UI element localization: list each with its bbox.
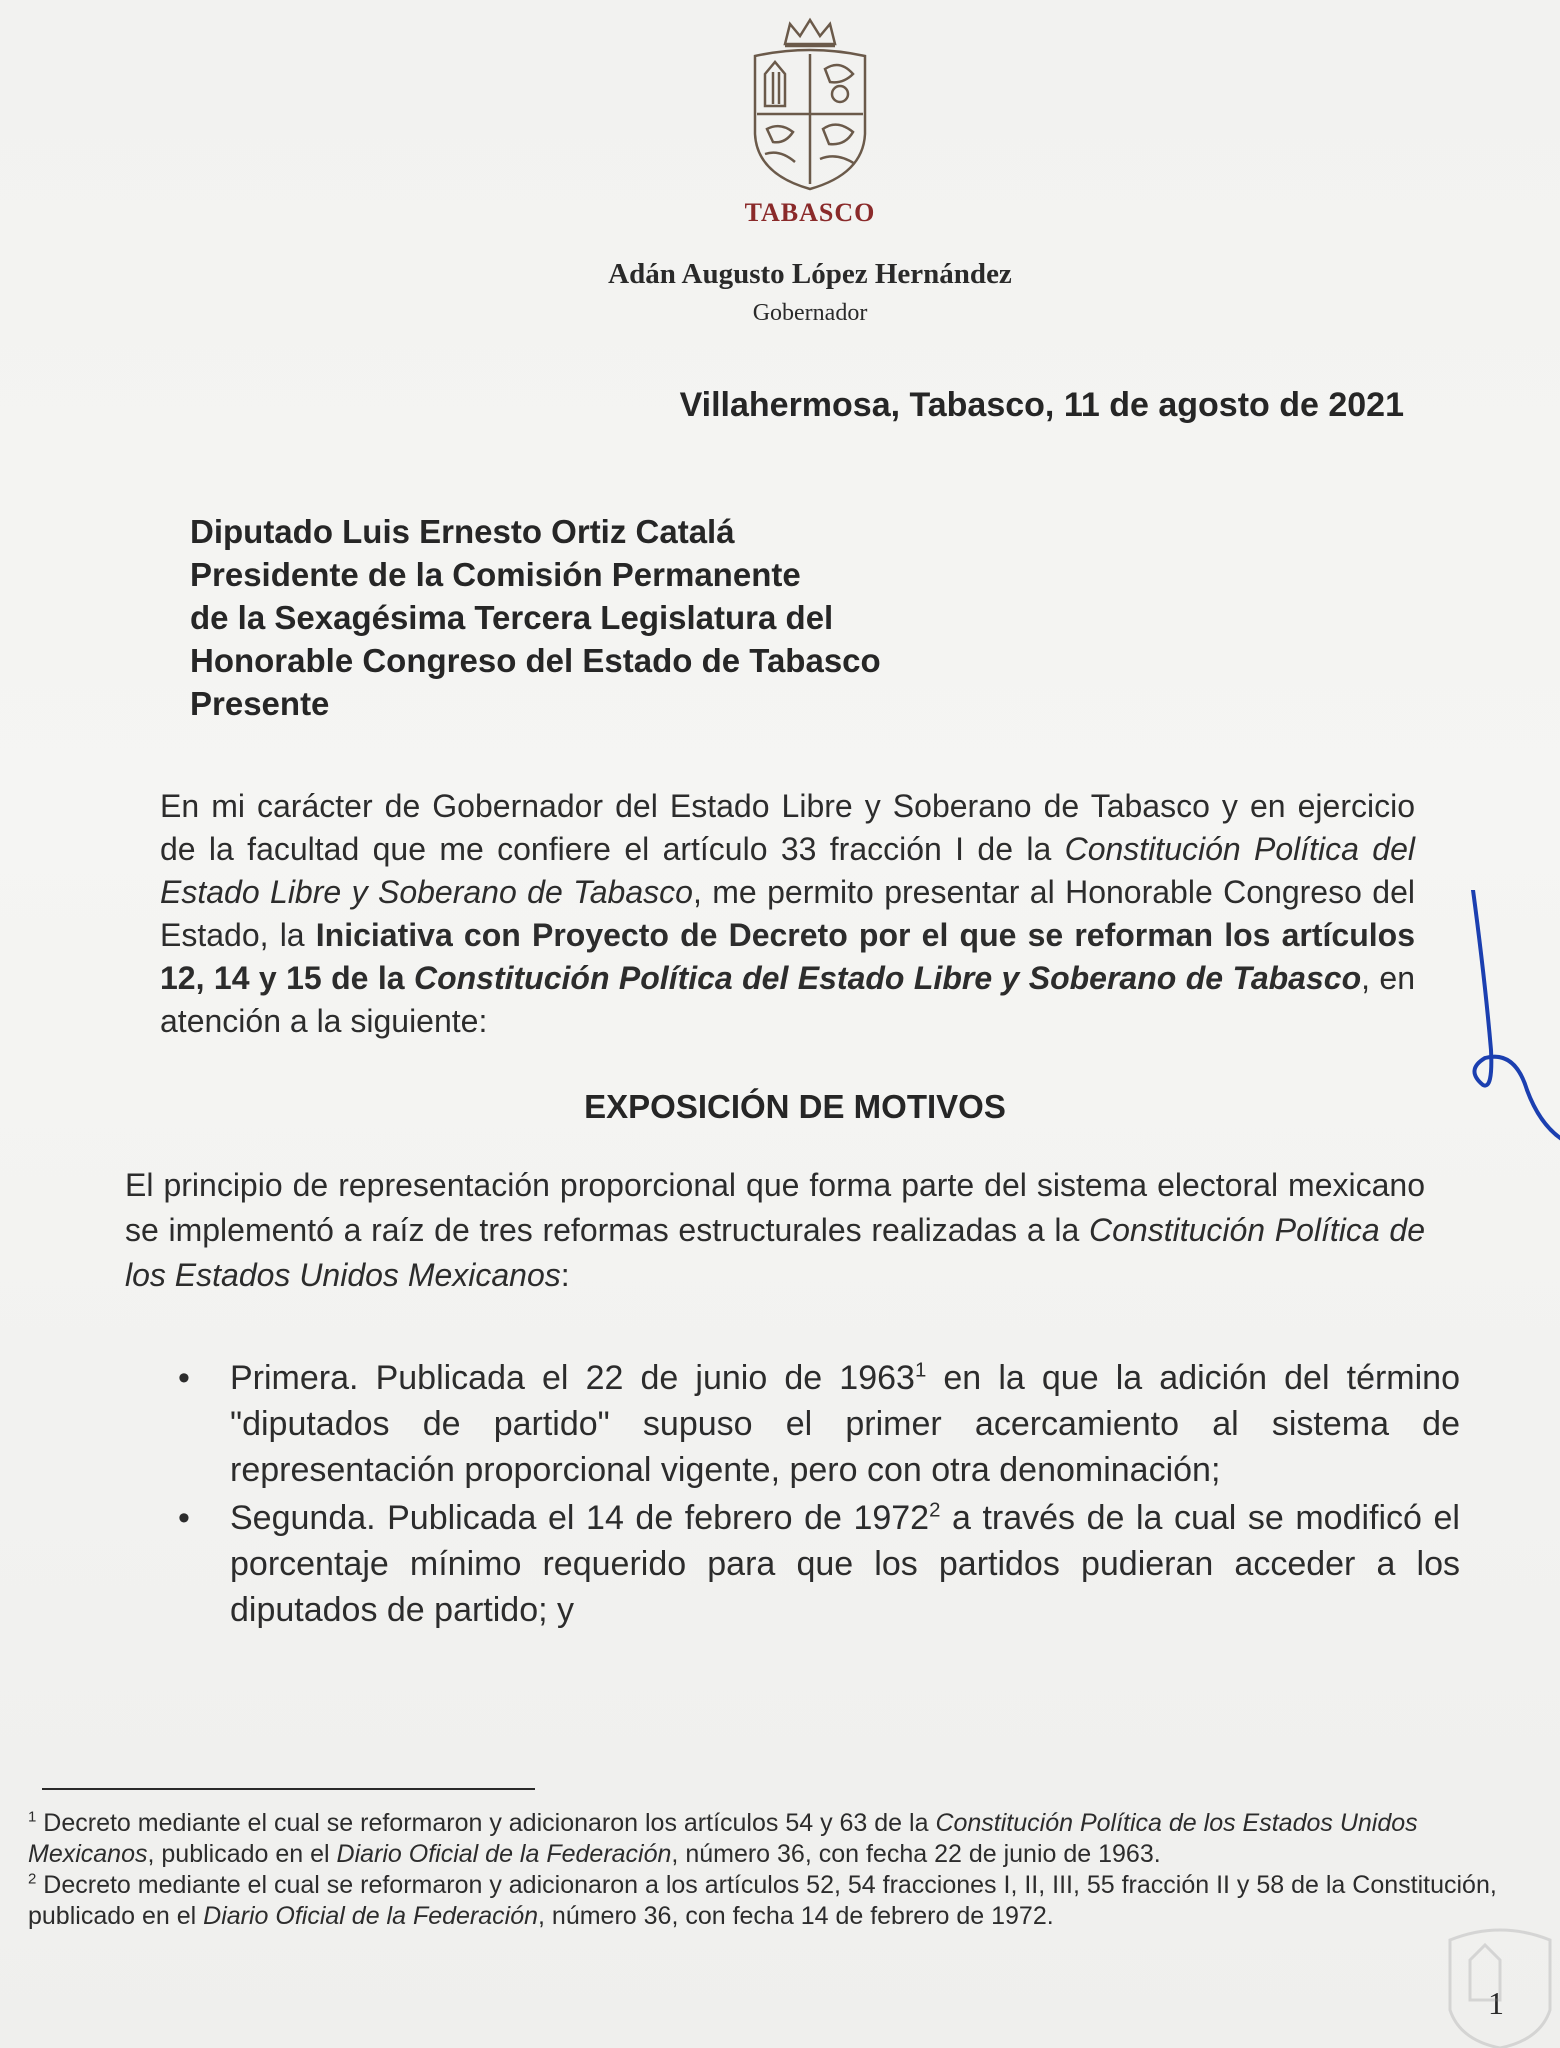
intro-text: En mi carácter de Gobernador del Estado Libre y Soberano de Tabasco y en ejercicio de la facultad que me confiere el artículo 33 fracción I de la — [160, 788, 1415, 867]
date-line: Villahermosa, Tabasco, 11 de agosto de 2021 — [679, 386, 1404, 424]
body-text-end: : — [560, 1257, 570, 1293]
footnote-number: 2 — [28, 1870, 37, 1888]
footnote — [28, 1808, 1498, 1870]
body-paragraph — [125, 1163, 1425, 1298]
footnote-italic: Diario Oficial de la Federación — [203, 1902, 539, 1930]
intro-text: , en atención a la siguiente: — [160, 960, 1416, 1039]
footnote-text: , número 36, con fecha 14 de febrero de 1972. — [538, 1902, 1054, 1930]
section-heading: EXPOSICIÓN DE MOTIVOS — [584, 1088, 1006, 1125]
intro-paragraph — [160, 785, 1415, 1043]
footnote-text: , publicado en el — [147, 1840, 337, 1868]
recipient-block — [190, 510, 881, 725]
footnote-ref: 1 — [914, 1359, 927, 1382]
list-item-text: en la que la adición del término "diputados de partido" supuso el primer acercamiento al sistema de representación proporcional vigente, pero con otra denominación; — [230, 1359, 1460, 1489]
recipient-line: de la Sexagésima Tercera Legislatura del — [190, 599, 834, 636]
intro-constitution-title: Constitución Política del Estado Libre y Soberano de Tabasco — [160, 831, 1416, 910]
page-number: 1 — [1488, 1985, 1504, 2021]
footnote-italic: Constitución Política de los Estados Unidos Mexicanos — [28, 1809, 1418, 1868]
recipient-line: Honorable Congreso del Estado de Tabasco — [190, 642, 881, 679]
initiative-constitution-title: Constitución Política del Estado Libre y Soberano de Tabasco — [413, 960, 1362, 996]
body-text: El principio de representación proporcional que forma parte del sistema electoral mexicano se implementó a raíz de tres reformas estructurales realizadas a la — [125, 1167, 1425, 1248]
tabasco-coat-of-arms-icon — [745, 14, 875, 194]
list-item-text: Primera. Publicada el 22 de junio de 1963 — [230, 1359, 915, 1397]
bullet-icon: • — [178, 1499, 190, 1537]
recipient-line: Presente — [190, 685, 330, 722]
footnote-text: , número 36, con fecha 22 de junio de 1963. — [671, 1840, 1161, 1868]
governor-title: Gobernador — [752, 300, 868, 326]
list-item-text: a través de la cual se modificó el porcentaje mínimo requerido para que los partidos pudieran acceder a los diputados de partido; y — [230, 1499, 1460, 1629]
list-item — [170, 1355, 1460, 1493]
intro-text: , me permito presentar al Honorable Congreso del Estado, la — [160, 874, 1416, 953]
recipient-line: Diputado Luis Ernesto Ortiz Catalá — [190, 513, 735, 550]
body-constitution-title: Constitución Política de los Estados Unidos Mexicanos — [125, 1212, 1426, 1293]
recipient-line: Presidente de la Comisión Permanente — [190, 556, 801, 593]
watermark-crest-icon — [1440, 1900, 1560, 2048]
footnote — [28, 1870, 1498, 1932]
state-name: TABASCO — [744, 198, 876, 227]
footnote-italic: Diario Oficial de la Federación — [336, 1840, 672, 1868]
reform-list — [170, 1355, 1460, 1635]
footnote-text: Decreto mediante el cual se reformaron y adicionaron a los artículos 52, 54 fracciones I, II, III, 55 fracción II y 58 de la Constitución, publicado en el — [28, 1871, 1497, 1930]
footnote-number: 1 — [28, 1808, 37, 1826]
signature-icon — [1455, 890, 1560, 1150]
footnote-divider — [42, 1788, 535, 1790]
bullet-icon: • — [178, 1359, 190, 1397]
footnotes — [28, 1808, 1498, 1932]
footnote-ref: 2 — [929, 1499, 941, 1522]
list-item — [170, 1495, 1460, 1633]
governor-name: Adán Augusto López Hernández — [608, 258, 1012, 290]
footnote-text: Decreto mediante el cual se reformaron y adicionaron los artículos 54 y 63 de la — [36, 1809, 936, 1837]
list-item-text: Segunda. Publicada el 14 de febrero de 1972 — [230, 1499, 930, 1537]
initiative-title: Iniciativa con Proyecto de Decreto por el que se reforman los artículos 12, 14 y 15 de la — [160, 917, 1416, 996]
